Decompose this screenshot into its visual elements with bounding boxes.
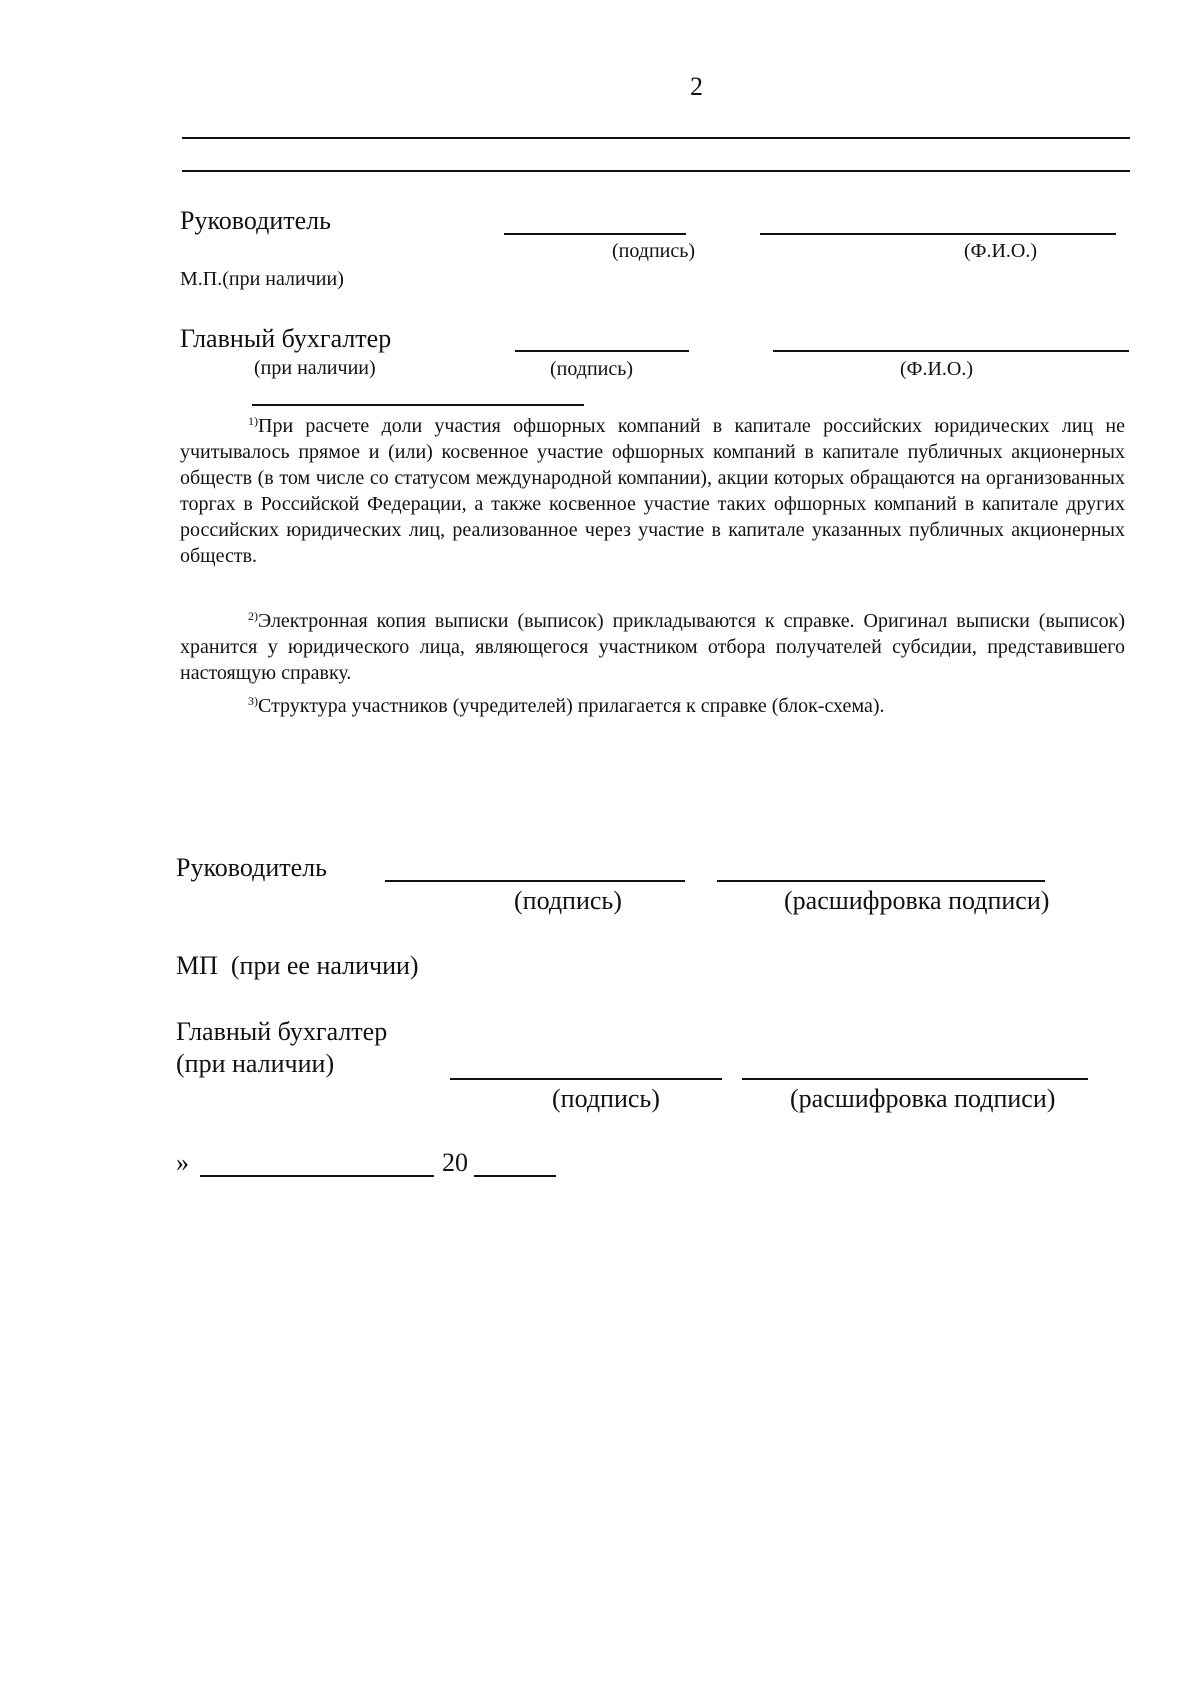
footnote-3-marker: 3) bbox=[248, 694, 258, 708]
top-rule-1 bbox=[182, 137, 1130, 139]
accountant-fio-line bbox=[773, 350, 1129, 352]
footnote-1-text: При расчете доли участия офшорных компаний в капитале российских юридических лиц не учитывалось прямое и (или) косвенное участие офшорных компаний в капитале публичных акционерных обществ (в том числе со статусом международной компании), акции которых обращаются на организованных торгах в Российской Федерации, а также косвенное участие таких офшорных компаний в капитале других российских юридических лиц, реализованное через участие в капитале указанных публичных акционерных обществ. bbox=[180, 415, 1125, 567]
head-label: Руководитель bbox=[180, 206, 331, 235]
accountant-sub-label: (при наличии) bbox=[254, 357, 376, 379]
head-signature-line bbox=[504, 233, 686, 235]
date-day-month-line bbox=[200, 1175, 434, 1177]
footnote-1-marker: 1) bbox=[248, 414, 258, 428]
top-rule-2 bbox=[182, 170, 1130, 172]
accountant-fio-caption: (Ф.И.О.) bbox=[900, 358, 974, 380]
head-decode-line-2 bbox=[717, 880, 1045, 882]
accountant-decode-caption-2: (расшифровка подписи) bbox=[790, 1084, 1056, 1113]
head-fio-caption: (Ф.И.О.) bbox=[964, 240, 1038, 262]
accountant-label-2: Главный бухгалтер bbox=[176, 1017, 388, 1046]
footnote-2 bbox=[180, 608, 1125, 686]
footnote-separator bbox=[252, 404, 584, 406]
head-signature-caption: (подпись) bbox=[612, 240, 696, 262]
accountant-signature-caption-2: (подпись) bbox=[552, 1084, 660, 1113]
footnote-3-text: Структура участников (учредителей) прилагается к справке (блок-схема). bbox=[258, 695, 885, 717]
accountant-sub-label-2: (при наличии) bbox=[176, 1049, 335, 1078]
accountant-label: Главный бухгалтер bbox=[180, 324, 392, 353]
head-label-2: Руководитель bbox=[176, 853, 327, 882]
footnote-3 bbox=[180, 693, 1125, 719]
stamp-label-2: МП (при ее наличии) bbox=[176, 951, 419, 980]
date-quote: » bbox=[176, 1148, 189, 1177]
accountant-signature-line-2 bbox=[450, 1078, 722, 1080]
accountant-signature-caption: (подпись) bbox=[550, 358, 634, 380]
footnote-2-text: Электронная копия выписки (выписок) прикладываются к справке. Оригинал выписки (выписок) хранится у юридического лица, являющегося участником отбора получателей субсидии, представившего настоящую справку. bbox=[180, 610, 1125, 684]
footnote-1 bbox=[180, 413, 1125, 569]
head-signature-line-2 bbox=[385, 880, 685, 882]
head-decode-caption-2: (расшифровка подписи) bbox=[784, 886, 1050, 915]
footnote-2-marker: 2) bbox=[248, 609, 258, 623]
stamp-label: М.П.(при наличии) bbox=[180, 268, 344, 290]
accountant-signature-line bbox=[515, 350, 689, 352]
date-year-line bbox=[474, 1175, 556, 1177]
page-number: 2 bbox=[690, 72, 703, 101]
accountant-decode-line-2 bbox=[742, 1078, 1088, 1080]
head-fio-line bbox=[760, 233, 1116, 235]
date-year-prefix: 20 bbox=[442, 1148, 468, 1177]
head-signature-caption-2: (подпись) bbox=[514, 886, 622, 915]
